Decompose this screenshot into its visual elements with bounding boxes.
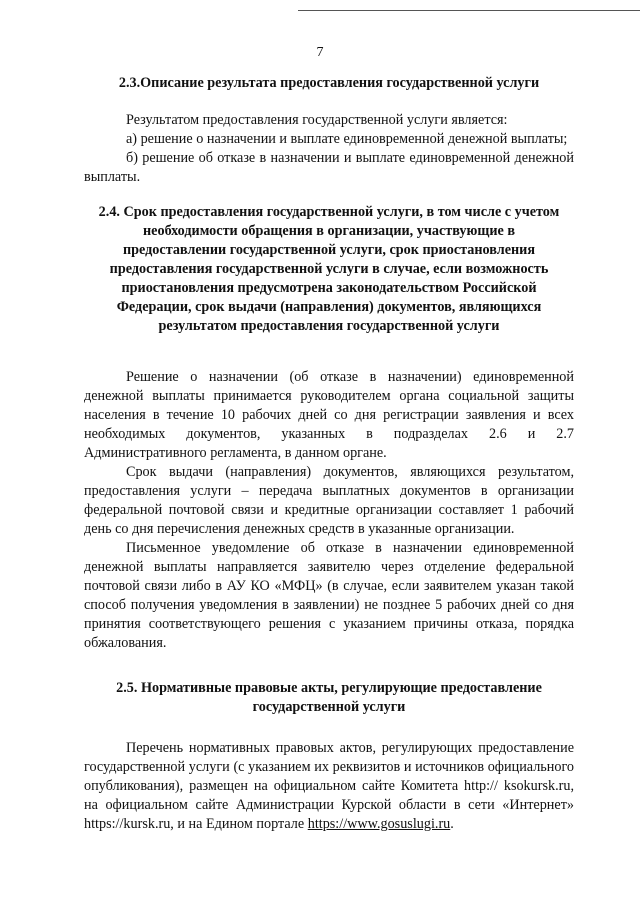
section-2-3-heading: 2.3.Описание результата предоставления государственной услуги bbox=[118, 75, 540, 91]
section-2-4-paragraph-1: Решение о назначении (об отказе в назначении) единовременной денежной выплаты принимается руководителем органа социальной защиты населения в течение 10 рабочих дней со дня регистрации заявления и всех необходимых документов, указанных в подразделах 2.6 и 2.7 Административного регламента, в данном органе. bbox=[84, 369, 574, 461]
section-2-5-paragraph-text: Перечень нормативных правовых актов, регулирующих предоставление государственной услуги (с указанием их реквизитов и источников официального опубликования), размещен на официальном сайте Комитета http:// ksokursk.ru, на официальном сайте Администрации Курской области в сети «Интернет» https://kursk.ru, и на Едином портале bbox=[84, 740, 574, 832]
page-number: 7 bbox=[316, 45, 324, 60]
section-2-4-paragraph-2: Срок выдачи (направления) документов, являющихся результатом, предоставления услуги – передача выплатных документов в организации федеральной почтовой связи и кредитные организации составляет 1 рабочий день со дня перечисления денежных средств в указанные организации. bbox=[84, 464, 574, 537]
top-rule bbox=[298, 10, 640, 11]
document-body bbox=[84, 70, 574, 834]
section-2-3-intro: Результатом предоставления государственной услуги является: bbox=[126, 112, 508, 128]
section-2-4-paragraph-3: Письменное уведомление об отказе в назначении единовременной денежной выплаты направляется заявителю через отделение федеральной почтовой связи либо в АУ КО «МФЦ» (в случае, если заявителем указан такой способ получения уведомления в заявлении) не позднее 5 рабочих дней со дня принятия соответствующего решения с указанием причины отказа, порядка обжалования. bbox=[84, 540, 574, 651]
section-2-4-heading: 2.4. Срок предоставления государственной услуги, в том числе с учетом необходимости обращения в организации, участвующие в предоставлении государственной услуги, срок приостановления предоставления государственной услуги в случае, если возможность приостановления предусмотрена законодательством Российской Федерации, срок выдачи (направления) документов, являющихся результатом предоставления государственной услуги bbox=[98, 204, 560, 334]
section-2-5-paragraph-1 bbox=[84, 739, 574, 834]
section-2-3-item-a: а) решение о назначении и выплате единовременной денежной выплаты; bbox=[126, 131, 568, 147]
link-suffix: . bbox=[450, 816, 454, 832]
gosuslugi-link[interactable]: https://www.gosuslugi.ru bbox=[307, 816, 451, 832]
section-2-5-heading: 2.5. Нормативные правовые акты, регулирующие предоставление государственной услуги bbox=[116, 680, 542, 715]
section-2-3-item-b: б) решение об отказе в назначении и выплате единовременной денежной выплаты. bbox=[84, 150, 574, 185]
